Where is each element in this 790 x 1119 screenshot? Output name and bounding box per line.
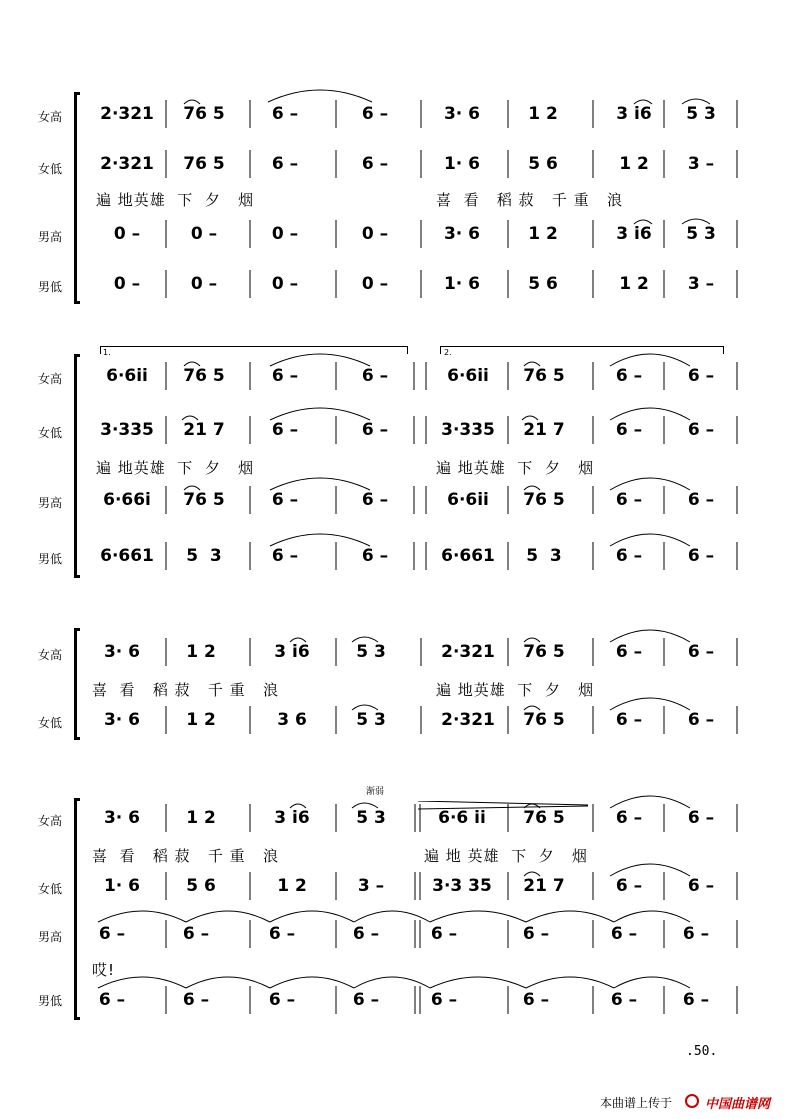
- measure: 3 i6: [616, 224, 652, 244]
- measure: 6 –: [615, 420, 643, 440]
- measure: 5 3: [186, 546, 222, 566]
- measure: 21 7: [523, 420, 565, 440]
- logo-ring-icon: [685, 1094, 699, 1108]
- voice-label-nu-di: 女低: [38, 426, 63, 440]
- lyrics-line: 遍 地 英雄 下 夕 烟: [424, 847, 588, 865]
- measure: 6 –: [182, 990, 210, 1010]
- measure: 6 –: [182, 924, 210, 944]
- voice-label-nu-di: 女低: [38, 162, 63, 176]
- measure: 6 –: [361, 546, 389, 566]
- measure: 6 –: [615, 876, 643, 896]
- voice-label-nu-gao: 女高: [38, 110, 63, 124]
- measure: 76 5: [183, 104, 225, 124]
- measure: 76 5: [523, 808, 565, 828]
- measure: 2·321: [441, 642, 495, 662]
- measure: 6 –: [271, 154, 299, 174]
- measure: 6 –: [268, 990, 296, 1010]
- measure: 6 –: [98, 990, 126, 1010]
- measure: 6 –: [361, 154, 389, 174]
- measure: 6 –: [615, 710, 643, 730]
- measure: 0 –: [271, 274, 299, 294]
- measure: 3 –: [687, 274, 715, 294]
- measure: 6 –: [352, 924, 380, 944]
- measure: 76 5: [183, 366, 225, 386]
- voice-label-nu-gao: 女高: [38, 372, 63, 386]
- measure: 3 –: [687, 154, 715, 174]
- dynamic-marking: 渐弱: [366, 787, 385, 797]
- voice-label-nan-di: 男低: [38, 552, 63, 566]
- measure: 1 2: [619, 274, 649, 294]
- measure: 6·66i: [103, 490, 151, 510]
- measure: 3 i6: [616, 104, 652, 124]
- measure: 6 –: [522, 924, 550, 944]
- measure: 5 3: [356, 642, 386, 662]
- measure: 6 –: [271, 104, 299, 124]
- voice-label-nan-gao: 男高: [38, 230, 63, 244]
- measure: 6 –: [610, 990, 638, 1010]
- measure: 6 –: [615, 642, 643, 662]
- measure: 6 –: [687, 642, 715, 662]
- measure: 2·321: [100, 104, 154, 124]
- voice-label-nan-gao: 男高: [38, 496, 63, 510]
- voice-label-nu-di: 女低: [38, 716, 63, 730]
- site-logo[interactable]: [683, 1092, 781, 1110]
- volta-bracket-2: [440, 346, 724, 354]
- measure: 76 5: [523, 710, 565, 730]
- measure: 2·321: [441, 710, 495, 730]
- measure: 6 –: [615, 366, 643, 386]
- measure: 6·6ii: [447, 490, 489, 510]
- interjection-lyric: 哎!: [92, 961, 116, 979]
- measure: 6 –: [687, 366, 715, 386]
- measure: 3 6: [277, 710, 307, 730]
- measure: 0 –: [271, 224, 299, 244]
- measure: 6 –: [271, 490, 299, 510]
- measure: 3· 6: [103, 808, 141, 828]
- measure: 5 6: [528, 154, 558, 174]
- measure: 1 2: [186, 710, 216, 730]
- measure: 6 –: [687, 710, 715, 730]
- measure: 1 2: [528, 224, 558, 244]
- measure: 3 i6: [274, 642, 310, 662]
- measure: 6 –: [687, 546, 715, 566]
- measure: 0 –: [113, 224, 141, 244]
- measure: 6 –: [682, 924, 710, 944]
- measure: 1· 6: [443, 274, 481, 294]
- measure: 76 5: [183, 490, 225, 510]
- measure: 3· 6: [443, 104, 481, 124]
- measure: 6 –: [522, 990, 550, 1010]
- measure: 1· 6: [443, 154, 481, 174]
- measure: 6 –: [271, 366, 299, 386]
- measure: 6 –: [610, 924, 638, 944]
- measure: 1 2: [186, 642, 216, 662]
- lyrics-line: 喜 看 稻 菽 千 重 浪: [436, 191, 623, 209]
- measure: 21 7: [523, 876, 565, 896]
- measure: 6 –: [430, 924, 458, 944]
- site-logo-text: 中国曲谱网: [705, 1097, 771, 1112]
- volta-number-1: 1.: [103, 348, 111, 357]
- measure: 6 –: [687, 808, 715, 828]
- measure: 2·321: [100, 154, 154, 174]
- lyrics-line: 喜 看 稻 菽 千 重 浪: [92, 847, 279, 865]
- measure: 6 –: [271, 546, 299, 566]
- measure: 0 –: [361, 224, 389, 244]
- measure: 1 2: [277, 876, 307, 896]
- measure: 76 5: [523, 490, 565, 510]
- voice-label-nan-di: 男低: [38, 280, 63, 294]
- measure: 6 –: [352, 990, 380, 1010]
- measure: 6 –: [615, 808, 643, 828]
- lyrics-line: 遍 地英雄 下 夕 烟: [436, 459, 595, 477]
- measure: 6 –: [361, 490, 389, 510]
- measure: 1· 6: [103, 876, 141, 896]
- measure: 3 –: [357, 876, 385, 896]
- measure: 3· 6: [443, 224, 481, 244]
- lyrics-line: 喜 看 稻 菽 千 重 浪: [92, 681, 279, 699]
- volta-number-2: 2.: [444, 348, 452, 357]
- system-bracket: [74, 798, 80, 1020]
- measure: 6 –: [615, 490, 643, 510]
- voice-label-nu-di: 女低: [38, 882, 63, 896]
- measure: 3·3 35: [432, 876, 492, 896]
- measure: 3 i6: [274, 808, 310, 828]
- measure: 6·661: [100, 546, 154, 566]
- measure: 6 –: [361, 104, 389, 124]
- measure: 3· 6: [103, 642, 141, 662]
- measure: 5 6: [186, 876, 216, 896]
- measure: 6 –: [98, 924, 126, 944]
- measure: 6 –: [268, 924, 296, 944]
- measure: 1 2: [528, 104, 558, 124]
- lyrics-line: 遍 地英雄 下 夕 烟: [96, 459, 255, 477]
- system-bracket: [74, 628, 80, 740]
- measure: 6 –: [361, 366, 389, 386]
- measure: 76 5: [523, 642, 565, 662]
- volta-bracket-1: [100, 346, 408, 354]
- measure: 6 –: [682, 990, 710, 1010]
- decrescendo-hairpin: [418, 796, 588, 806]
- measure: 76 5: [523, 366, 565, 386]
- system-bracket: [74, 354, 80, 578]
- voice-label-nu-gao: 女高: [38, 814, 63, 828]
- measure: 5 3: [526, 546, 562, 566]
- measure: 6·6ii: [447, 366, 489, 386]
- measure: 76 5: [183, 154, 225, 174]
- measure: 5 6: [528, 274, 558, 294]
- lyrics-line: 遍 地英雄 下 夕 烟: [436, 681, 595, 699]
- measure: 6 –: [615, 546, 643, 566]
- measure: 6·661: [441, 546, 495, 566]
- page-number: .50.: [686, 1044, 718, 1059]
- measure: 5 3: [356, 808, 386, 828]
- measure: 3·335: [100, 420, 154, 440]
- voice-label-nan-gao: 男高: [38, 930, 63, 944]
- measure: 21 7: [183, 420, 225, 440]
- measure: 5 3: [356, 710, 386, 730]
- measure: 6·6 ii: [438, 808, 486, 828]
- measure: 6·6ii: [106, 366, 148, 386]
- measure: 1 2: [186, 808, 216, 828]
- measure: 6 –: [361, 420, 389, 440]
- measure: 0 –: [190, 274, 218, 294]
- voice-label-nan-di: 男低: [38, 994, 63, 1008]
- measure: 6 –: [271, 420, 299, 440]
- lyrics-line: 遍 地英雄 下 夕 烟: [96, 191, 255, 209]
- measure: 6 –: [687, 876, 715, 896]
- voice-label-nu-gao: 女高: [38, 648, 63, 662]
- measure: 6 –: [430, 990, 458, 1010]
- measure: 0 –: [361, 274, 389, 294]
- measure: 6 –: [687, 420, 715, 440]
- measure: 5 3: [686, 104, 716, 124]
- measure: 0 –: [113, 274, 141, 294]
- measure: 6 –: [687, 490, 715, 510]
- measure: 3·335: [441, 420, 495, 440]
- system-bracket: [74, 92, 80, 304]
- measure: 3· 6: [103, 710, 141, 730]
- measure: 5 3: [686, 224, 716, 244]
- measure: 0 –: [190, 224, 218, 244]
- footer-upload-text: 本曲谱上传于: [600, 1096, 673, 1110]
- measure: 1 2: [619, 154, 649, 174]
